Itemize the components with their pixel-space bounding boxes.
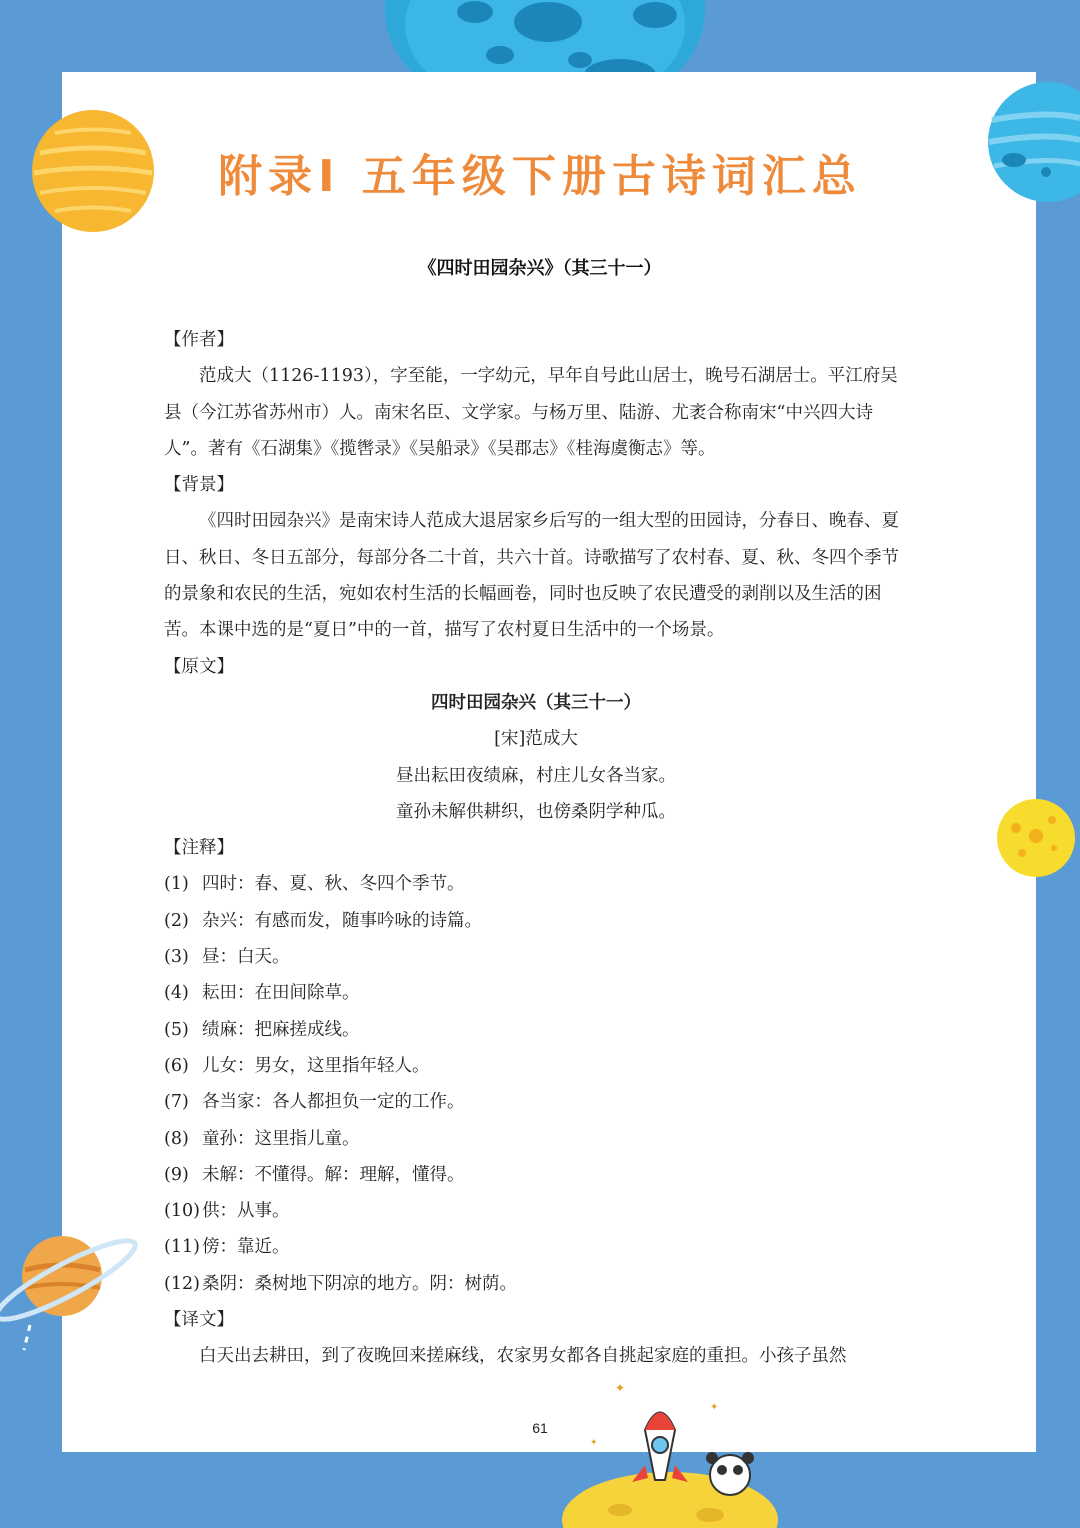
yellow-moon-icon: [994, 798, 1080, 880]
author-text: 范成大（1126-1193），字至能，一字幼元，早年自号此山居士，晚号石湖居士。平江府吴县（今江苏省苏州市）人。南宋名臣、文学家。与杨万里、陆游、尤袤合称南宋“中兴四大诗人”。著有《石湖集》《揽辔录》《吴船录》《吴郡志》《桂海虞衡志》等。: [164, 366, 898, 459]
svg-text:✦: ✦: [590, 1438, 598, 1448]
note-text: 四时：春、夏、秋、冬四个季节。: [202, 874, 465, 895]
note-number: (3): [164, 947, 189, 968]
page-title: 附录Ⅰ 五年级下册古诗词汇总: [218, 151, 862, 202]
translation-text: 白天出去耕田，到了夜晚回来搓麻线，农家男女都各自挑起家庭的重担。小孩子虽然: [199, 1346, 847, 1367]
note-text: 傍：靠近。: [202, 1237, 290, 1258]
original-label: 【原文】: [164, 656, 234, 677]
notes-label: 【注释】: [164, 838, 234, 859]
note-text: 各当家：各人都担负一定的工作。: [202, 1092, 465, 1113]
background-label: 【背景】: [164, 475, 234, 496]
poem-title: 四时田园杂兴（其三十一）: [431, 692, 641, 713]
note-text: 桑阴：桑树地下阴凉的地方。阴：树荫。: [202, 1273, 517, 1294]
poem-line: 昼出耘田夜绩麻，村庄儿女各当家。: [396, 765, 676, 786]
note-item: [164, 1121, 908, 1157]
note-item: [164, 1084, 908, 1120]
note-number: (1): [164, 874, 189, 895]
note-text: 童孙：这里指儿童。: [202, 1128, 360, 1149]
note-item: [164, 903, 908, 939]
note-item: [164, 1157, 908, 1193]
poem-heading: 《四时田园杂兴》（其三十一）: [418, 258, 662, 279]
svg-text:✦: ✦: [710, 1402, 719, 1413]
note-item: [164, 1229, 908, 1265]
note-item: [164, 1048, 908, 1084]
note-number: (9): [164, 1164, 189, 1185]
note-number: (5): [164, 1019, 189, 1040]
content-body: [164, 322, 908, 1375]
poem-author: [宋]范成大: [494, 729, 578, 750]
translation-label: 【译文】: [164, 1310, 234, 1331]
note-number: (10): [164, 1201, 200, 1222]
author-label: 【作者】: [164, 330, 234, 350]
background-text: 《四时田园杂兴》是南宋诗人范成大退居家乡后写的一组大型的田园诗，分春日、晚春、夏日、秋日、冬日五部分，每部分各二十首，共六十首。诗歌描写了农村春、夏、秋、冬四个季节的景象和农民的生活，宛如农村生活的长幅画卷，同时也反映了农民遭受的剥削以及生活的困苦。本课中选的是“夏日”中的一首，描写了农村夏日生活中的一个场景。: [164, 511, 899, 641]
note-item: [164, 1012, 908, 1048]
note-item: [164, 1193, 908, 1229]
note-text: 未解：不懂得。解：理解，懂得。: [202, 1164, 465, 1185]
note-item: [164, 939, 908, 975]
note-number: (2): [164, 910, 189, 931]
poem-line: 童孙未解供耕织，也傍桑阴学种瓜。: [396, 801, 676, 822]
note-number: (8): [164, 1128, 189, 1149]
note-text: 绩麻：把麻搓成线。: [202, 1019, 360, 1040]
note-item: [164, 866, 908, 902]
note-text: 昼：白天。: [202, 947, 290, 968]
note-number: (11): [164, 1237, 200, 1258]
note-text: 耘田：在田间除草。: [202, 983, 360, 1004]
notes-list: [164, 866, 908, 1302]
note-number: (4): [164, 983, 189, 1004]
note-text: 儿女：男女，这里指年轻人。: [202, 1055, 430, 1076]
note-number: (7): [164, 1092, 189, 1113]
svg-text:✦: ✦: [615, 1381, 626, 1395]
note-text: 供：从事。: [202, 1201, 290, 1222]
note-number: (6): [164, 1055, 189, 1076]
note-text: 杂兴：有感而发，随事吟咏的诗篇。: [202, 910, 482, 931]
note-item: [164, 1266, 908, 1302]
ringed-planet-icon: [0, 1230, 140, 1360]
note-number: (12): [164, 1273, 200, 1294]
note-item: [164, 975, 908, 1011]
page-number: 61: [532, 1420, 548, 1436]
rocket-panda-illustration-icon: [560, 1370, 780, 1528]
